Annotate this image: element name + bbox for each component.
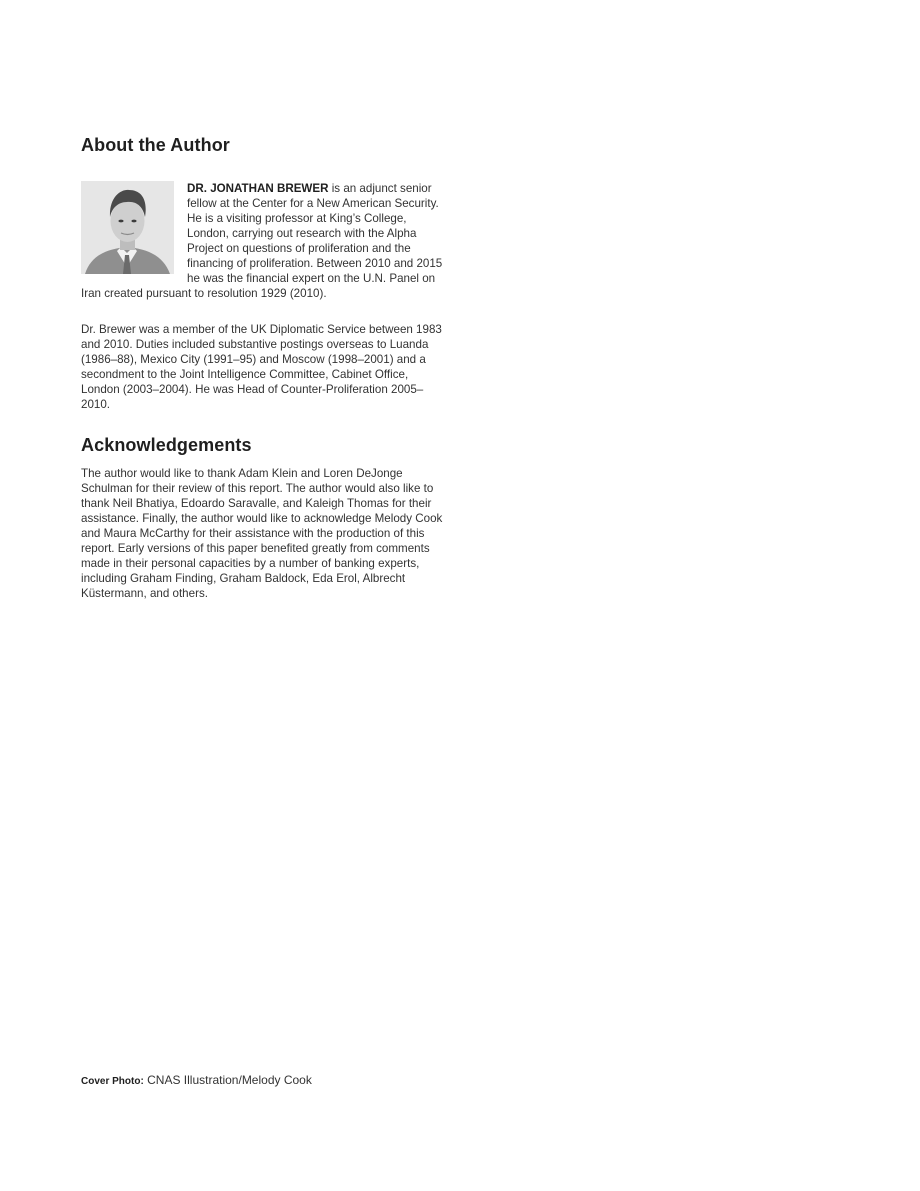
cover-photo-credit — [81, 1073, 312, 1087]
main-content — [81, 128, 449, 601]
author-portrait-image — [81, 181, 174, 274]
about-heading: About the Author — [81, 135, 230, 155]
author-bio-text-1: is an adjunct senior fellow at the Center for a New American Security. He is a visiting professor at King’s College, London, carrying out research with the Alpha Project on questions of proliferation and the financing of proliferation. Between 2010 and 2015 he was the financial expert on the U.N. Panel on Iran created pursuant to resolution 1929 (2010). — [81, 182, 443, 300]
author-photo — [81, 181, 174, 274]
acknowledgements-heading: Acknowledgements — [81, 435, 252, 455]
acknowledgements-text: The author would like to thank Adam Klein and Loren DeJonge Schulman for their review of this report. The author would also like to thank Neil Bhatiya, Edoardo Saravalle, and Kaleigh Thomas for their assistance. Finally, the author would like to acknowledge Melody Cook and Maura McCarthy for their assistance with the production of this report. Early versions of this paper benefited greatly from comments made in their personal capacities by a number of banking experts, including Graham Finding, Graham Baldock, Eda Erol, Albrecht Küstermann, and others. — [81, 467, 443, 600]
author-name: DR. JONATHAN BREWER — [187, 182, 329, 195]
cover-photo-label: Cover Photo: — [81, 1076, 144, 1087]
cover-photo-value: CNAS Illustration/Melody Cook — [143, 1073, 312, 1087]
author-bio-paragraph-2: Dr. Brewer was a member of the UK Diplomatic Service between 1983 and 2010. Duties included substantive postings overseas to Luanda (1986–88), Mexico City (1991–95) and Moscow (1998–2001) and a secondment to the Joint Intelligence Committee, Cabinet Office, London (2003–2004). He was Head of Counter-Proliferation 2005–2010. — [81, 323, 442, 411]
